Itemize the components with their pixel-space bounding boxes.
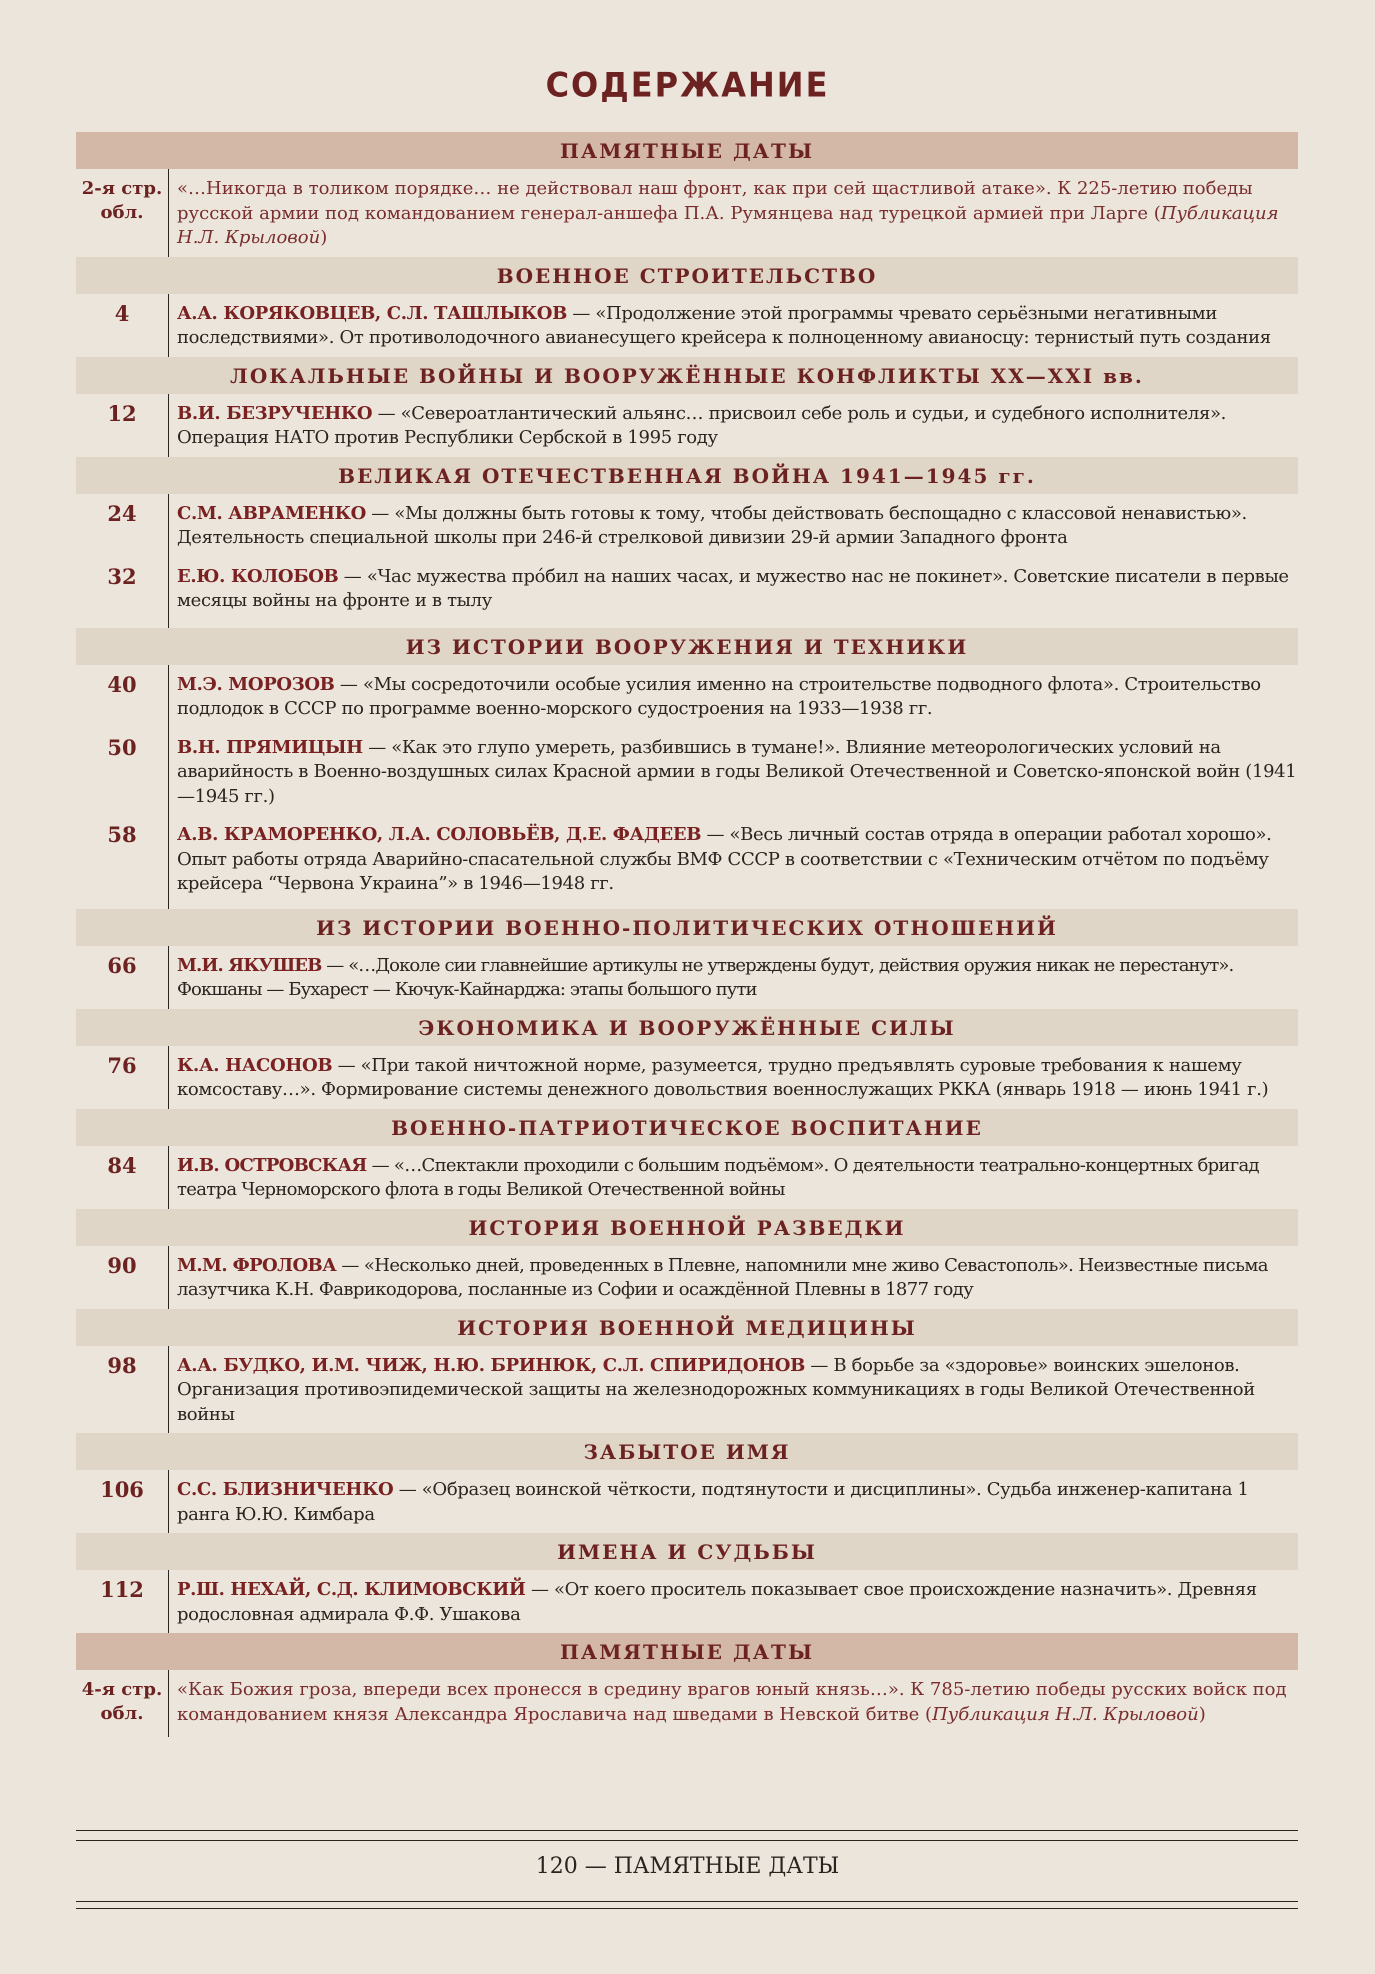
toc-entry[interactable]	[76, 1246, 1298, 1309]
entry-author: Р.Ш. НЕХАЙ, С.Д. КЛИМОВСКИЙ	[177, 1579, 526, 1600]
entry-author: Е.Ю. КОЛОБОВ	[177, 565, 339, 587]
entry-text	[168, 1046, 1298, 1109]
page-number: 4	[114, 300, 130, 326]
entry-text	[168, 815, 1298, 909]
entry-text	[168, 169, 1298, 257]
toc-entry[interactable]	[76, 557, 1298, 628]
page-number: 32	[107, 563, 137, 589]
entry-description: — «Образец воинской чёткости, подтянутости и дисциплины». Судьба инженер-капитана 1 ранга Ю.Ю. Кимбара	[177, 1479, 1249, 1525]
page-number: 50	[107, 734, 137, 760]
section-heading: ИЗ ИСТОРИИ ВООРУЖЕНИЯ И ТЕХНИКИ	[76, 628, 1298, 665]
section-heading: ИМЕНА И СУДЬБЫ	[76, 1533, 1298, 1570]
entry-text	[168, 1346, 1298, 1434]
table-of-contents	[76, 132, 1298, 1737]
entry-author: А.А. БУДКО, И.М. ЧИЖ, Н.Ю. БРИНЮК, С.Л. СПИРИДОНОВ	[177, 1354, 806, 1376]
section-heading: ВОЕННО-ПАТРИОТИЧЕСКОЕ ВОСПИТАНИЕ	[76, 1109, 1298, 1146]
entry-author: К.А. НАСОНОВ	[177, 1054, 333, 1076]
page-number: 90	[107, 1252, 137, 1278]
section-heading: ИСТОРИЯ ВОЕННОЙ РАЗВЕДКИ	[76, 1209, 1298, 1246]
page-number-line1: 2-я стр.	[81, 178, 163, 199]
toc-entry[interactable]	[76, 1670, 1298, 1737]
entry-description: «Как Божия гроза, впереди всех пронесся в средину врагов юный князь…». К 785-летию победы русских войск под командованием князя Александра Ярославича над шведами в Невской битве (	[177, 1679, 1287, 1725]
toc-entry[interactable]	[76, 169, 1298, 257]
page-number	[76, 1670, 168, 1737]
entry-description: — В борьбе за «здоровье» воинских эшелонов. Организация противоэпидемической защиты на железнодорожных коммуникациях в годы Великой Отечественной войны	[177, 1354, 1255, 1425]
section-heading: ВОЕННОЕ СТРОИТЕЛЬСТВО	[76, 257, 1298, 294]
entry-description: — «От коего проситель показывает свое происхождение назначить». Древняя родословная адмирала Ф.Ф. Ушакова	[177, 1579, 1257, 1625]
entry-tail: )	[1198, 1703, 1206, 1725]
page-title: СОДЕРЖАНИЕ	[545, 65, 830, 105]
page-number-line2: обл.	[100, 1703, 144, 1724]
entry-text	[168, 665, 1298, 728]
page-number: 112	[100, 1577, 144, 1602]
entry-description: — «Мы сосредоточили особые усилия именно на строительстве подводного флота». Строительство подлодок в СССР по программе военно-морского судостроения на 1933—1938 гг.	[177, 673, 1261, 719]
page-number-line1: 4-я стр.	[81, 1679, 163, 1700]
page-number: 40	[107, 671, 137, 697]
entry-description: — «Весь личный состав отряда в операции работал хорошо». Опыт работы отряда Аварийно-спасательной службы ВМФ СССР в соответствии с «Техническим отчётом по подъёму крейсера “Червона Украина”» в 1946—1948 гг.	[177, 824, 1272, 894]
toc-entry[interactable]	[76, 494, 1298, 557]
page-number: 58	[107, 822, 137, 847]
entry-author: В.И. БЕЗРУЧЕНКО	[177, 402, 373, 424]
section-heading: ИЗ ИСТОРИИ ВОЕННО-ПОЛИТИЧЕСКИХ ОТНОШЕНИЙ	[76, 909, 1298, 946]
entry-text	[168, 494, 1298, 557]
section-heading: ПАМЯТНЫЕ ДАТЫ	[76, 132, 1298, 169]
entry-author: А.А. КОРЯКОВЦЕВ, С.Л. ТАШЛЫКОВ	[177, 302, 567, 324]
section-heading: ВЕЛИКАЯ ОТЕЧЕСТВЕННАЯ ВОЙНА 1941—1945 гг.	[76, 457, 1298, 494]
entry-author: С.М. АВРАМЕНКО	[177, 502, 366, 524]
entry-description: — «Час мужества про́бил на наших часах, и мужество нас не покинет». Советские писатели в первые месяцы войны на фронте и в тылу	[177, 565, 1289, 611]
entry-description: — «…Доколе сии главнейшие артикулы не утверждены будут, действия оружия никак не перестанут». Фокшаны — Бухарест — Кючук-Кайнарджа: этапы большого пути	[177, 954, 1234, 1000]
page-number: 106	[100, 1477, 144, 1502]
toc-entry[interactable]	[76, 815, 1298, 909]
entry-description: — «Несколько дней, проведенных в Плевне, напомнили мне живо Севастополь». Неизвестные письма лазутчика К.Н. Фаврикодорова, посланные из Софии и осаждённой Плевны в 1877 году	[177, 1254, 1268, 1300]
section-heading: ИСТОРИЯ ВОЕННОЙ МЕДИЦИНЫ	[76, 1309, 1298, 1346]
page-number: 98	[107, 1352, 137, 1378]
section-heading: ПАМЯТНЫЕ ДАТЫ	[76, 1633, 1298, 1670]
page-number-line2: обл.	[100, 202, 144, 223]
entry-author: М.И. ЯКУШЕВ	[177, 954, 322, 976]
entry-publication: Публикация Н.Л. Крыловой	[177, 202, 1279, 248]
divider	[76, 1908, 1298, 1909]
section-heading: ЗАБЫТОЕ ИМЯ	[76, 1433, 1298, 1470]
page-number: 66	[107, 952, 137, 978]
page-number: 24	[107, 500, 137, 526]
entry-text	[168, 394, 1298, 457]
entry-author: В.Н. ПРЯМИЦЫН	[177, 736, 363, 758]
toc-entry[interactable]	[76, 394, 1298, 457]
page-footer: 120 — ПАМЯТНЫЕ ДАТЫ	[535, 1854, 840, 1879]
section-heading: ЛОКАЛЬНЫЕ ВОЙНЫ И ВООРУЖЁННЫЕ КОНФЛИКТЫ XX—XXI вв.	[76, 357, 1298, 394]
entry-description: — «Продолжение этой программы чревато серьёзными негативными последствиями». От противолодочного авианесущего крейсера к полноценному авианосцу: тернистый путь создания	[177, 302, 1271, 348]
entry-text	[168, 1570, 1298, 1633]
entry-text	[168, 1670, 1298, 1737]
entry-text	[168, 1146, 1298, 1209]
entry-text	[168, 557, 1298, 628]
entry-tail: )	[320, 227, 328, 248]
divider	[76, 1830, 1298, 1831]
entry-author: А.В. КРАМОРЕНКО, Л.А. СОЛОВЬЁВ, Д.Е. ФАДЕЕВ	[177, 824, 702, 845]
divider	[76, 1901, 1298, 1902]
divider	[76, 1840, 1298, 1841]
toc-entry[interactable]	[76, 1570, 1298, 1633]
entry-description: — «При такой ничтожной норме, разумеется, трудно предъявлять суровые требования к нашему комсоставу…». Формирование системы денежного довольствия военнослужащих РККА (январь 1918 — июнь 1941 г.)	[177, 1054, 1269, 1100]
section-heading: ЭКОНОМИКА И ВООРУЖЁННЫЕ СИЛЫ	[76, 1009, 1298, 1046]
entry-text	[168, 946, 1298, 1009]
page-number: 12	[107, 400, 137, 426]
entry-author: М.М. ФРОЛОВА	[177, 1254, 337, 1276]
entry-description: — «Североатлантический альянс… присвоил себе роль и судьи, и судебного исполнителя». Операция НАТО против Республики Сербской в 1995 году	[177, 402, 1226, 448]
entry-text	[168, 294, 1298, 357]
entry-text	[168, 728, 1298, 816]
page-number: 84	[107, 1152, 137, 1178]
entry-text	[168, 1470, 1298, 1533]
entry-author: М.Э. МОРОЗОВ	[177, 673, 335, 695]
entry-description: — «Как это глупо умереть, разбившись в тумане!». Влияние метеорологических условий на аварийность в Военно-воздушных силах Красной армии в годы Великой Отечественной и Советско-японской войн (1941—1945 гг.)	[177, 736, 1297, 807]
entry-description: — «Мы должны быть готовы к тому, чтобы действовать беспощадно с классовой ненавистью». Деятельность специальной школы при 246-й стрелковой дивизии 29-й армии Западного фронта	[177, 502, 1247, 548]
toc-entry[interactable]	[76, 946, 1298, 1009]
toc-entry[interactable]	[76, 1046, 1298, 1109]
entry-author: С.С. БЛИЗНИЧЕНКО	[177, 1479, 394, 1500]
toc-entry[interactable]	[76, 1470, 1298, 1533]
toc-entry[interactable]	[76, 1346, 1298, 1434]
toc-entry[interactable]	[76, 728, 1298, 816]
toc-entry[interactable]	[76, 665, 1298, 728]
entry-description: «…Никогда в толиком порядке… не действовал наш фронт, как при сей щастливой атаке». К 225-летию победы русской армии под командованием генерал-аншефа П.А. Румянцева над турецкой армией при Ларге (	[177, 178, 1253, 224]
entry-description: — «…Спектакли проходили с большим подъёмом». О деятельности театрально-концертных бригад театра Черноморского флота в годы Великой Отечественной войны	[177, 1154, 1259, 1200]
toc-entry[interactable]	[76, 1146, 1298, 1209]
entry-publication: Публикация Н.Л. Крыловой	[932, 1703, 1199, 1725]
entry-text	[168, 1246, 1298, 1309]
toc-entry[interactable]	[76, 294, 1298, 357]
page-number	[76, 169, 168, 257]
entry-author: И.В. ОСТРОВСКАЯ	[177, 1154, 367, 1176]
page-number: 76	[107, 1052, 137, 1078]
